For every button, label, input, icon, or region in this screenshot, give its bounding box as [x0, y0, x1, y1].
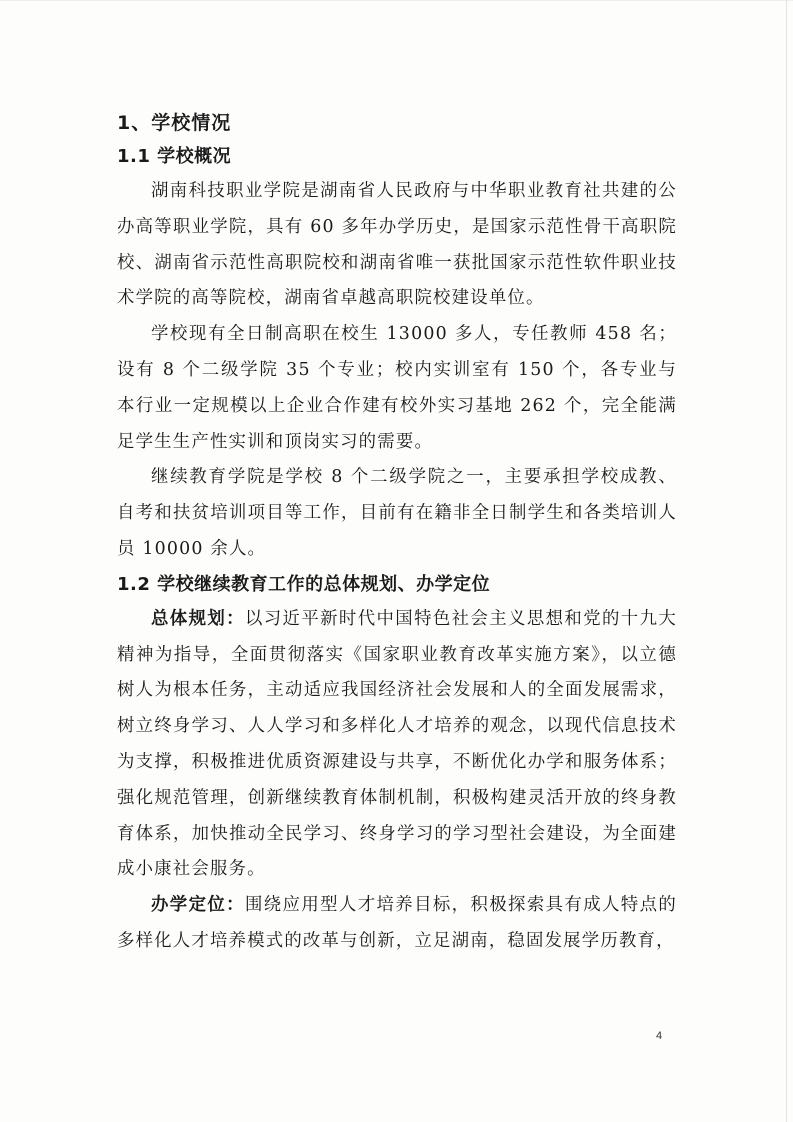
scan-edge-top	[0, 0, 793, 1]
overall-plan-lead: 总体规划：	[151, 608, 245, 629]
paragraph-school-scale: 学校现有全日制高职在校生 13000 多人，专任教师 458 名；设有 8 个二级学院 35 个专业；校内实训室有 150 个，各专业与本行业一定规模以上企业合作建有校外实习基地 262 个，完全能满足学生生产性实训和顶岗实习的需要。	[117, 324, 677, 452]
positioning-text: 围绕应用型人才培养目标，积极探索具有成人特点的多样化人才培养模式的改革与创新，立足湖南，稳固发展学历教育，	[117, 895, 677, 951]
subsection-heading-school-overview: 1.1 学校概况	[117, 146, 232, 167]
paragraph-continuing-education: 继续教育学院是学校 8 个二级学院之一，主要承担学校成教、自考和扶贫培训项目等工作，目前有在籍非全日制学生和各类培训人员 10000 余人。	[117, 467, 677, 559]
subsection-heading-planning: 1.2 学校继续教育工作的总体规划、办学定位	[117, 573, 491, 595]
paragraph-school-intro: 湖南科技职业学院是湖南省人民政府与中华职业教育社共建的公办高等职业学院，具有 60 多年办学历史，是国家示范性骨干高职院校、湖南省示范性高职院校和湖南省唯一获批国家示范性软件职业技术学院的高等院校，湖南省卓越高职院校建设单位。	[117, 181, 677, 309]
page-number: 4	[656, 1030, 663, 1042]
document-body	[117, 106, 677, 960]
paragraph-positioning	[117, 888, 677, 960]
paragraph-overall-plan	[117, 602, 677, 888]
scan-edge-right	[786, 0, 787, 1122]
positioning-lead: 办学定位：	[151, 895, 245, 916]
section-heading: 1、学校情况	[117, 112, 232, 134]
overall-plan-text: 以习近平新时代中国特色社会主义思想和党的十九大精神为指导，全面贯彻落实《国家职业教育改革实施方案》，以立德树人为根本任务，主动适应我国经济社会发展和人的全面发展需求，树立终身学习、人人学习和多样化人才培养的观念，以现代信息技术为支撑，积极推进优质资源建设与共享，不断优化办学和服务体系；强化规范管理，创新继续教育体制机制，积极构建灵活开放的终身教育体系，加快推动全民学习、终身学习的学习型社会建设，为全面建成小康社会服务。	[117, 608, 677, 880]
